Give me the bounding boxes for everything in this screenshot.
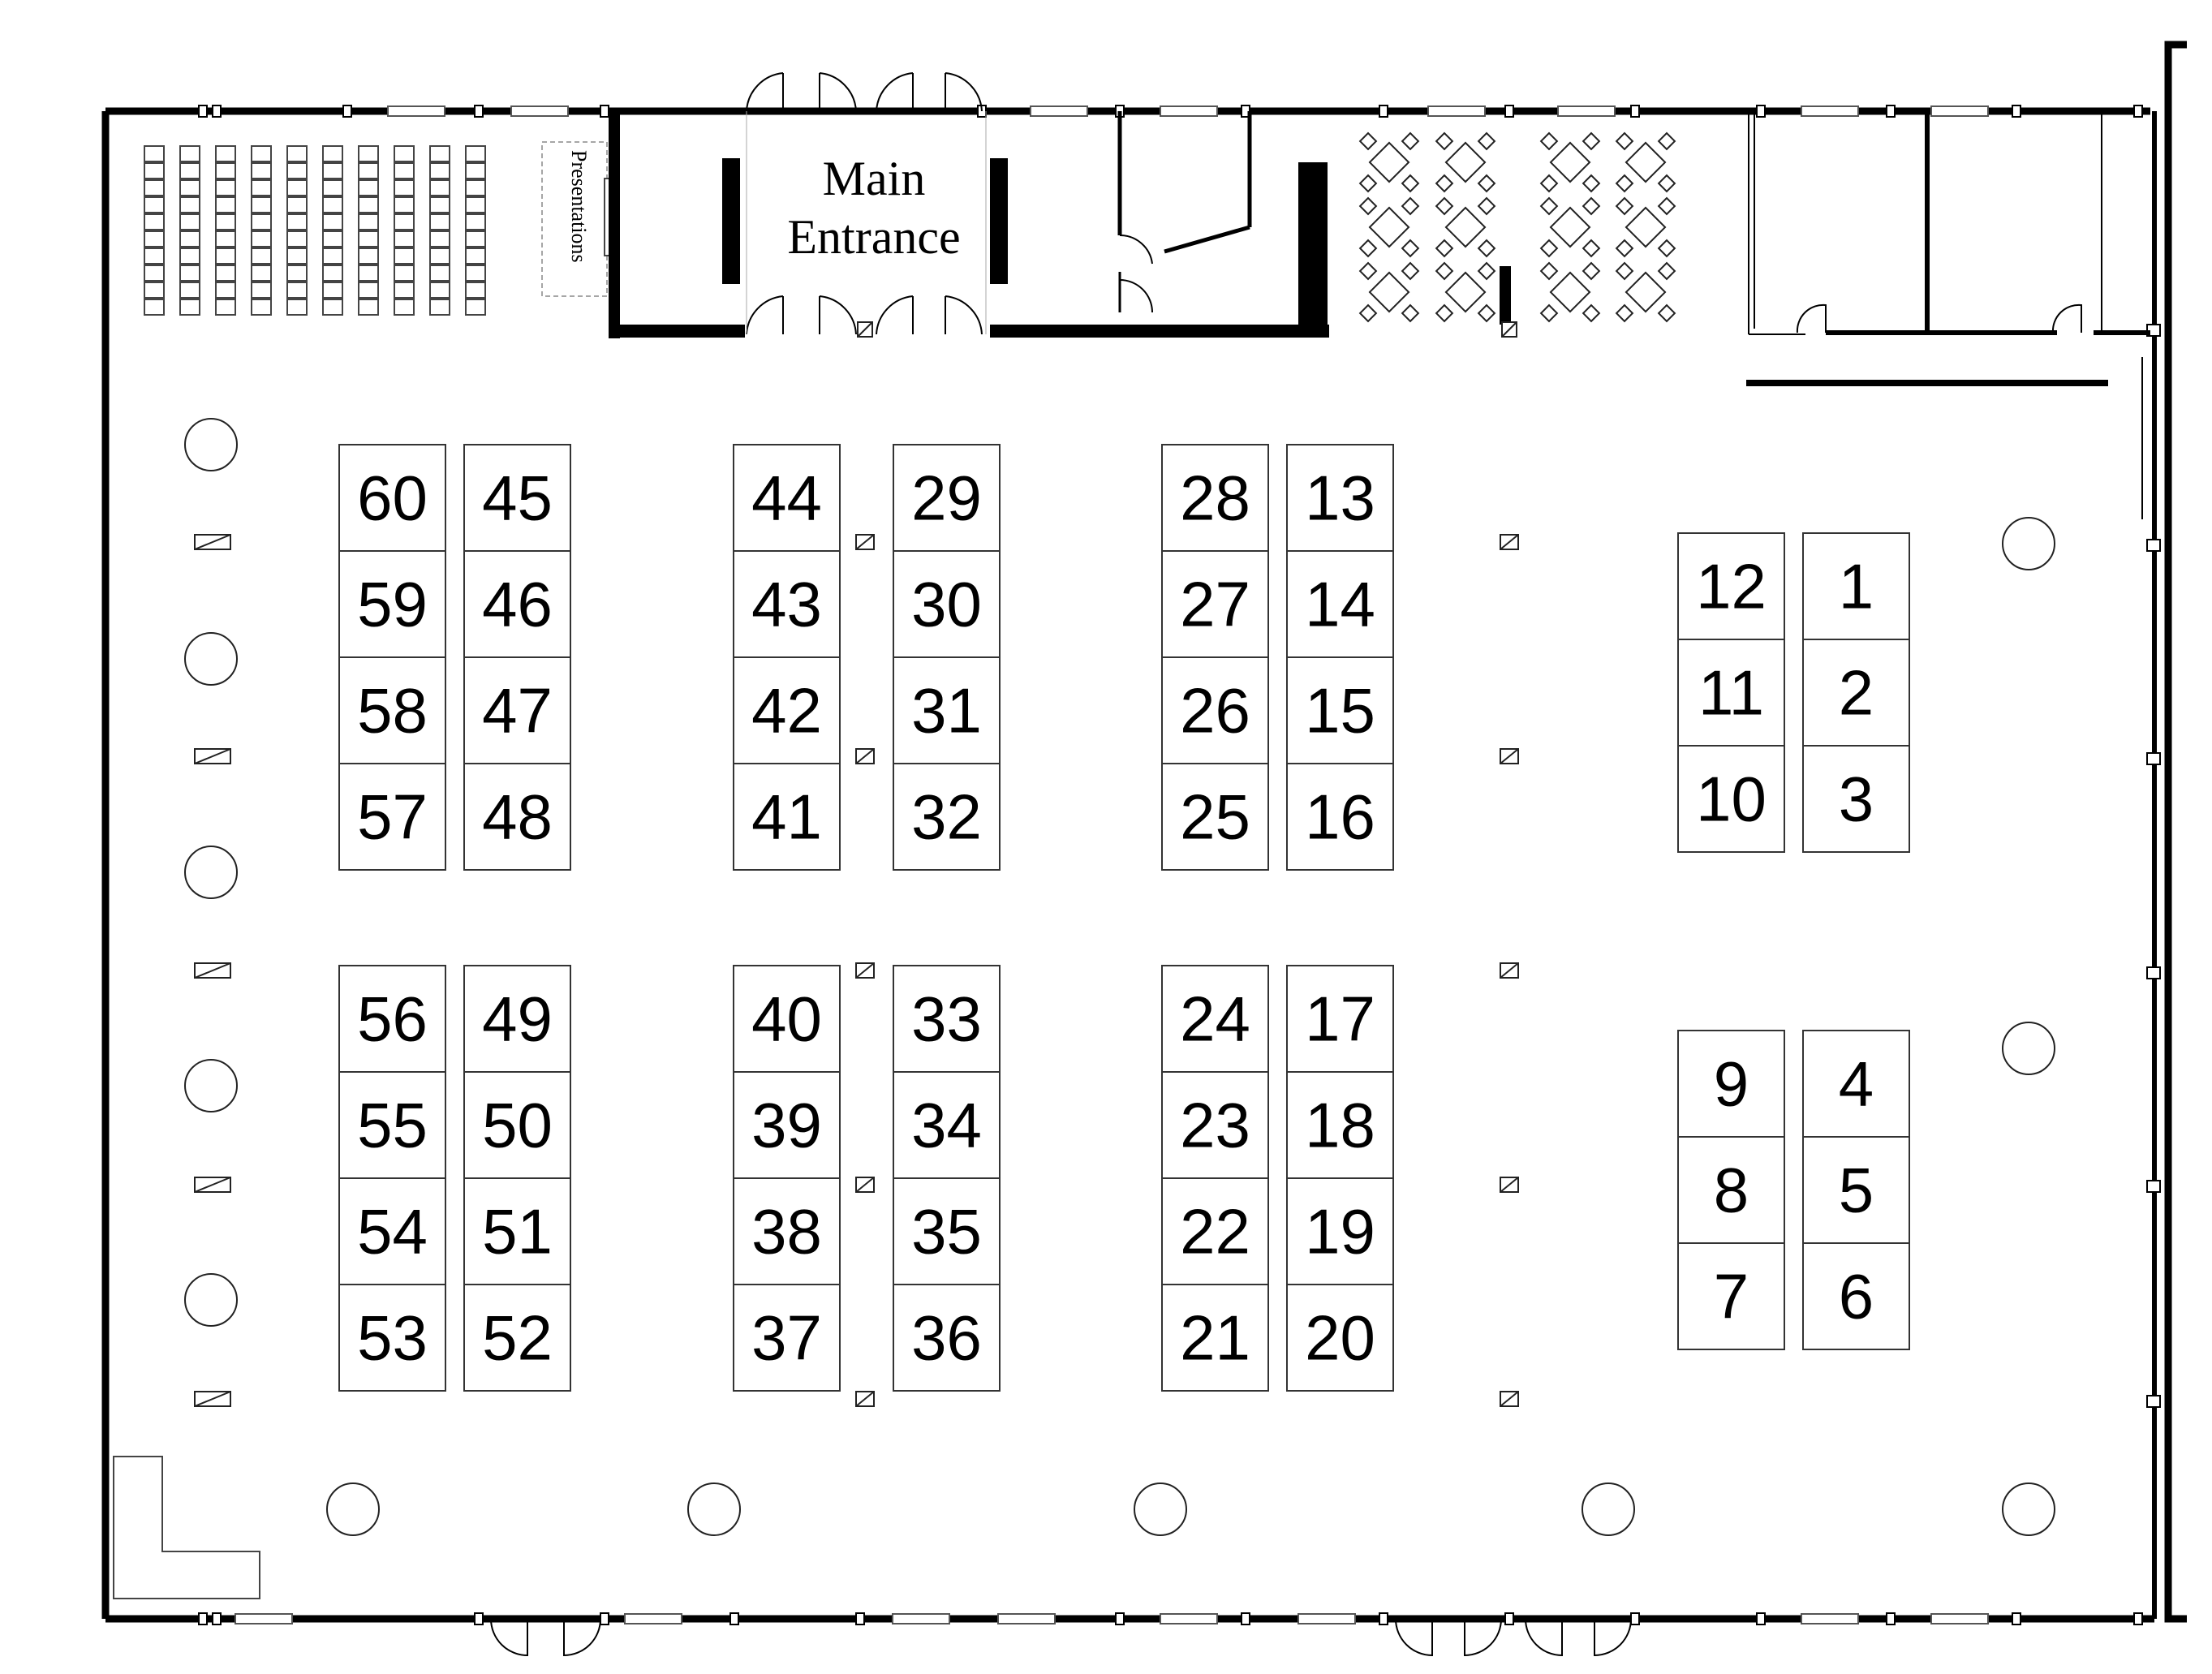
booth[interactable]: [893, 657, 1000, 764]
booth[interactable]: [1803, 1137, 1909, 1243]
booth[interactable]: [1287, 445, 1393, 551]
booth-number: 13: [1305, 462, 1375, 534]
booths: [339, 445, 1909, 1391]
booth[interactable]: [1803, 746, 1909, 852]
cafe-table: [1360, 133, 1418, 191]
booth[interactable]: [1678, 533, 1784, 639]
booth-number: 9: [1713, 1048, 1749, 1120]
booth[interactable]: [1162, 966, 1268, 1072]
booth[interactable]: [1162, 1285, 1268, 1391]
cafe-table: [1616, 198, 1675, 256]
booth-number: 49: [482, 983, 553, 1055]
booth-number: 15: [1305, 674, 1375, 747]
booth[interactable]: [1162, 445, 1268, 551]
booth-number: 11: [1698, 656, 1764, 729]
booth-number: 3: [1838, 763, 1874, 835]
l-counter: [114, 1457, 260, 1599]
booth[interactable]: [1678, 1137, 1784, 1243]
main-entrance-label-2: Entrance: [787, 210, 961, 264]
booth[interactable]: [464, 551, 570, 657]
booth[interactable]: [339, 1178, 445, 1285]
booth-number: 34: [911, 1089, 982, 1161]
cafe-divider: [1500, 266, 1511, 325]
booth[interactable]: [734, 1178, 840, 1285]
column: [1500, 535, 1518, 549]
booth[interactable]: [464, 657, 570, 764]
cafe-table: [1436, 198, 1495, 256]
booth-number: 47: [482, 674, 553, 747]
booth[interactable]: [1287, 657, 1393, 764]
booth-number: 18: [1305, 1089, 1375, 1161]
booth[interactable]: [464, 445, 570, 551]
cafe-table: [1436, 263, 1495, 321]
booth[interactable]: [339, 1072, 445, 1178]
booth-number: 40: [751, 983, 822, 1055]
booth-number: 7: [1713, 1260, 1749, 1332]
utility-room: [1120, 111, 1250, 312]
booth-number: 14: [1305, 568, 1375, 640]
booth[interactable]: [1287, 966, 1393, 1072]
cafe-table: [1616, 263, 1675, 321]
column: [1500, 1177, 1518, 1192]
booth-number: 41: [751, 781, 822, 853]
column: [856, 749, 874, 764]
booth-number: 39: [751, 1089, 822, 1161]
booth[interactable]: [734, 445, 840, 551]
column: [1502, 322, 1517, 337]
booth[interactable]: [893, 1285, 1000, 1391]
booth-number: 25: [1180, 781, 1250, 853]
booth-number: 24: [1180, 983, 1250, 1055]
booth-number: 30: [911, 568, 982, 640]
booth-number: 45: [482, 462, 553, 534]
booth-number: 10: [1696, 763, 1767, 835]
booth[interactable]: [734, 1285, 840, 1391]
cafe-table: [1436, 133, 1495, 191]
booth-number: 12: [1696, 550, 1767, 622]
booth-number: 60: [357, 462, 428, 534]
booth-number: 52: [482, 1302, 553, 1374]
booth-number: 29: [911, 462, 982, 534]
column: [856, 963, 874, 978]
booth[interactable]: [339, 764, 445, 870]
booth[interactable]: [1678, 746, 1784, 852]
column: [1500, 749, 1518, 764]
booth[interactable]: [893, 966, 1000, 1072]
booth[interactable]: [464, 966, 570, 1072]
booth[interactable]: [339, 445, 445, 551]
main-entrance-label-1: Main: [822, 152, 926, 205]
booth-number: 53: [357, 1302, 428, 1374]
cafe-table: [1360, 198, 1418, 256]
booth-number: 48: [482, 781, 553, 853]
booth-number: 26: [1180, 674, 1250, 747]
booth-number: 17: [1305, 983, 1375, 1055]
column: [856, 535, 874, 549]
column: [195, 749, 230, 764]
cafe-seating: [1360, 133, 1675, 321]
booth[interactable]: [339, 966, 445, 1072]
cafe-table: [1541, 133, 1599, 191]
booth[interactable]: [734, 657, 840, 764]
booth[interactable]: [893, 445, 1000, 551]
booth-number: 6: [1838, 1260, 1874, 1332]
booth[interactable]: [464, 764, 570, 870]
booth[interactable]: [734, 1072, 840, 1178]
booth[interactable]: [1803, 533, 1909, 639]
booth[interactable]: [1803, 1243, 1909, 1349]
booth-number: 27: [1180, 568, 1250, 640]
booth-number: 44: [751, 462, 822, 534]
column: [856, 1177, 874, 1192]
booth-number: 46: [482, 568, 553, 640]
booth[interactable]: [464, 1178, 570, 1285]
booth[interactable]: [464, 1285, 570, 1391]
booth-number: 43: [751, 568, 822, 640]
booth-number: 54: [357, 1195, 428, 1267]
column: [1500, 1392, 1518, 1406]
booth[interactable]: [1162, 764, 1268, 870]
booth-number: 5: [1838, 1154, 1874, 1226]
booth[interactable]: [1287, 764, 1393, 870]
booth[interactable]: [1803, 639, 1909, 746]
booth-number: 35: [911, 1195, 982, 1267]
booth[interactable]: [1162, 1072, 1268, 1178]
presentation-seating: [144, 146, 485, 315]
column: [856, 1392, 874, 1406]
booth[interactable]: [1678, 639, 1784, 746]
booth-number: 56: [357, 983, 428, 1055]
booth[interactable]: [734, 551, 840, 657]
booth-number: 38: [751, 1195, 822, 1267]
booth[interactable]: [1162, 551, 1268, 657]
booth[interactable]: [893, 1072, 1000, 1178]
column: [195, 1392, 230, 1406]
booth[interactable]: [893, 764, 1000, 870]
booth[interactable]: [1162, 1178, 1268, 1285]
column: [858, 322, 872, 337]
presentations-stage: [542, 142, 612, 296]
cafe-table: [1541, 263, 1599, 321]
column: [195, 1177, 230, 1192]
booth-number: 51: [482, 1195, 553, 1267]
booth[interactable]: [1162, 657, 1268, 764]
booth-number: 37: [751, 1302, 822, 1374]
booth-number: 32: [911, 781, 982, 853]
booth-number: 2: [1838, 656, 1874, 729]
booth-number: 8: [1713, 1154, 1749, 1226]
booth[interactable]: [339, 657, 445, 764]
booth[interactable]: [1678, 1243, 1784, 1349]
column: [195, 535, 230, 549]
booth-number: 55: [357, 1089, 428, 1161]
booth-number: 19: [1305, 1195, 1375, 1267]
booth-number: 22: [1180, 1195, 1250, 1267]
booth-number: 1: [1838, 550, 1874, 622]
booth[interactable]: [1803, 1031, 1909, 1137]
booth-number: 4: [1838, 1048, 1874, 1120]
booth-number: 23: [1180, 1089, 1250, 1161]
booth[interactable]: [893, 551, 1000, 657]
booth-number: 33: [911, 983, 982, 1055]
booth[interactable]: [734, 764, 840, 870]
booth[interactable]: [339, 1285, 445, 1391]
booth-number: 36: [911, 1302, 982, 1374]
office-rooms: [1746, 111, 2150, 519]
booth-number: 20: [1305, 1302, 1375, 1374]
column: [1500, 963, 1518, 978]
cafe-table: [1541, 198, 1599, 256]
booth-number: 59: [357, 568, 428, 640]
booth-number: 50: [482, 1089, 553, 1161]
booth-number: 31: [911, 674, 982, 747]
booth[interactable]: [1678, 1031, 1784, 1137]
booth[interactable]: [1287, 551, 1393, 657]
booth[interactable]: [1287, 1285, 1393, 1391]
booth-number: 58: [357, 674, 428, 747]
booth[interactable]: [339, 551, 445, 657]
booth-number: 42: [751, 674, 822, 747]
booth-number: 28: [1180, 462, 1250, 534]
column: [195, 963, 230, 978]
presentations-label: Presentations: [567, 150, 591, 263]
booth[interactable]: [1287, 1072, 1393, 1178]
main-entrance-vestibule: [609, 111, 1329, 338]
booth[interactable]: [893, 1178, 1000, 1285]
booth[interactable]: [734, 966, 840, 1072]
booth-number: 16: [1305, 781, 1375, 853]
cafe-table: [1360, 263, 1418, 321]
cafe-table: [1616, 133, 1675, 191]
booth[interactable]: [464, 1072, 570, 1178]
booth-number: 57: [357, 781, 428, 853]
booth-number: 21: [1180, 1302, 1250, 1374]
booth[interactable]: [1287, 1178, 1393, 1285]
